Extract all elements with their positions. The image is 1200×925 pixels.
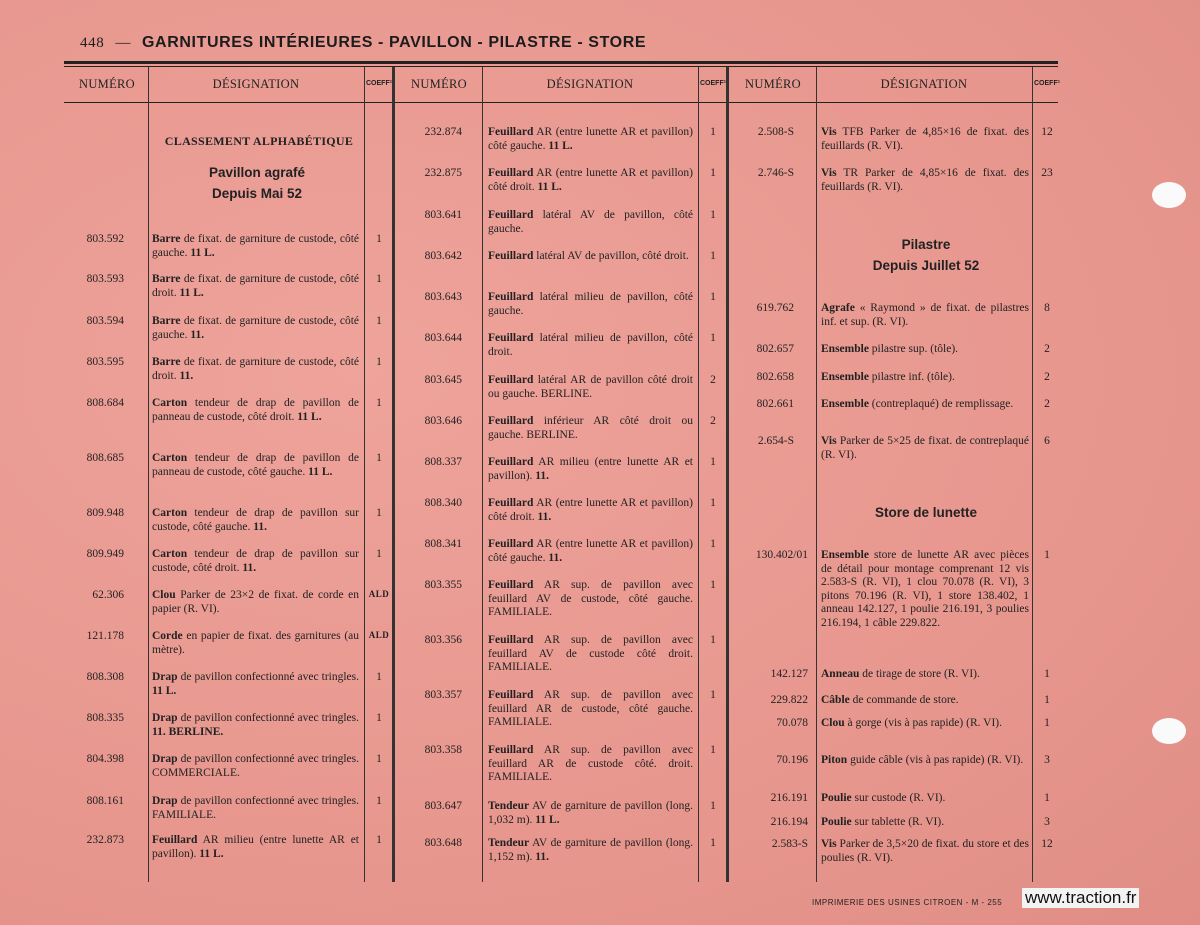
part-coefficient: ALD (368, 589, 390, 599)
part-number: 803.648 (424, 837, 462, 849)
col-header-numero: NUMÉRO (411, 77, 467, 91)
model-code: 11. (253, 520, 267, 533)
part-keyword: Feuillard (152, 834, 198, 846)
part-coefficient: 1 (710, 250, 716, 262)
part-keyword: Vis (821, 838, 837, 850)
part-number: 804.398 (86, 753, 124, 765)
part-coefficient: 1 (376, 671, 382, 683)
part-number: 803.593 (86, 273, 124, 285)
part-designation: Feuillard AR sup. de pavillon avec feuillard AR de custode, côté gauche. FAMILIALE. (488, 689, 693, 728)
part-number: 808.685 (86, 452, 124, 464)
part-keyword: Feuillard (488, 126, 534, 138)
model-code: 11 L. (179, 286, 204, 299)
part-coefficient: 1 (376, 795, 382, 807)
watermark: www.traction.fr (1022, 888, 1139, 908)
part-designation: Carton tendeur de drap de pavillon de panneau de custode, côté droit. 11 L. (152, 397, 359, 423)
part-designation: Carton tendeur de drap de pavillon sur custode, côté droit. 11. (152, 548, 359, 574)
model-code: 11. (548, 551, 563, 564)
part-designation: Anneau de tirage de store (R. VI). (821, 668, 980, 680)
part-designation: Vis TR Parker de 4,85×16 de fixat. des feuillards (R. VI). (821, 167, 1029, 193)
part-designation: Feuillard AR sup. de pavillon avec feuillard AV de custode côté droit. FAMILIALE. (488, 634, 693, 673)
panel-divider (392, 67, 395, 882)
part-designation: Poulie sur custode (R. VI). (821, 792, 946, 804)
part-coefficient: 1 (710, 579, 716, 591)
column-divider (1032, 67, 1033, 882)
part-coefficient: 1 (376, 233, 382, 245)
model-code: 11 L. (537, 180, 562, 193)
part-number: 70.078 (776, 717, 808, 729)
part-number: 803.642 (424, 250, 462, 262)
part-keyword: Feuillard (488, 579, 534, 591)
part-designation: Ensemble store de lunette AR avec pièces de détail pour montage comprenant 12 vis 2.583-S (R. VI), 1 clou 70.078 (R. VI), 3 pitons 70.196 (R. VI), 1 store 138.402, 1 anneau 142.127, 1 poulie 216.191, 3 poulies 216.194, 1 câble 229.822. (821, 549, 1029, 629)
part-number: 808.684 (86, 397, 124, 409)
part-keyword: Ensemble (821, 371, 869, 383)
part-coefficient: 3 (1044, 754, 1050, 766)
part-keyword: Feuillard (488, 456, 534, 468)
model-code: 11. (242, 561, 257, 574)
part-coefficient: ALD (368, 630, 390, 640)
part-number: 803.647 (424, 800, 462, 812)
section-heading-store: Store de lunette (874, 505, 977, 520)
part-designation: Drap de pavillon confectionné avec tringles. COMMERCIALE. (152, 753, 359, 779)
part-coefficient: 1 (710, 800, 716, 812)
part-keyword: Carton (152, 548, 188, 560)
part-keyword: Carton (152, 397, 188, 409)
model-code: 11 L. (190, 246, 215, 259)
part-designation: Feuillard latéral AV de pavillon, côté droit. (488, 250, 689, 262)
part-number: 619.762 (756, 302, 794, 314)
part-number: 809.949 (86, 548, 124, 560)
part-number: 803.641 (424, 209, 462, 221)
part-designation: Feuillard latéral AR de pavillon côté droit ou gauche. BERLINE. (488, 374, 693, 400)
part-number: 803.355 (424, 579, 462, 591)
part-coefficient: 2 (710, 415, 716, 427)
part-keyword: Feuillard (488, 538, 534, 550)
part-designation: Corde en papier de fixat. des garnitures (au mètre). (152, 630, 359, 656)
part-number: 808.340 (424, 497, 462, 509)
model-code: 11 L. (297, 410, 322, 423)
section-heading-line: Depuis Juillet 52 (872, 258, 980, 273)
part-keyword: Vis (821, 167, 837, 179)
col-header-designation: DÉSIGNATION (880, 77, 968, 91)
part-number: 62.306 (92, 589, 124, 601)
part-coefficient: 1 (1044, 694, 1050, 706)
part-coefficient: 12 (1041, 126, 1053, 138)
part-keyword: Anneau (821, 668, 860, 680)
part-coefficient: 1 (376, 315, 382, 327)
part-number: 809.948 (86, 507, 124, 519)
part-number: 803.643 (424, 291, 462, 303)
part-keyword: Feuillard (488, 209, 534, 221)
part-coefficient: 1 (376, 356, 382, 368)
part-coefficient: 1 (710, 332, 716, 344)
part-designation: Feuillard latéral milieu de pavillon, côté droit. (488, 332, 693, 358)
part-designation: Câble de commande de store. (821, 694, 959, 706)
part-number: 142.127 (770, 668, 808, 680)
model-code: 11. (179, 369, 194, 382)
part-designation: Carton tendeur de drap de pavillon de panneau de custode, côté gauche. 11 L. (152, 452, 359, 478)
part-keyword: Tendeur (488, 800, 530, 812)
part-number: 802.658 (756, 371, 794, 383)
model-code: 11 L. (308, 465, 333, 478)
part-designation: Feuillard inférieur AR côté droit ou gauche. BERLINE. (488, 415, 693, 441)
part-keyword: Feuillard (488, 374, 534, 386)
part-coefficient: 1 (376, 397, 382, 409)
part-coefficient: 2 (710, 374, 716, 386)
part-keyword: Ensemble (821, 549, 869, 561)
part-keyword: Piton (821, 754, 848, 766)
part-number: 803.356 (424, 634, 462, 646)
part-coefficient: 2 (1044, 371, 1050, 383)
part-number: 803.595 (86, 356, 124, 368)
column-divider (148, 67, 149, 882)
part-designation: Drap de pavillon confectionné avec tringles. 11. BERLINE. (152, 712, 359, 738)
part-designation: Clou à gorge (vis à pas rapide) (R. VI). (821, 717, 1002, 729)
model-code: 11 L. (152, 684, 177, 697)
part-designation: Drap de pavillon confectionné avec tringles. 11 L. (152, 671, 359, 697)
part-keyword: Feuillard (488, 332, 534, 344)
column-header-rule (64, 102, 1058, 103)
part-keyword: Carton (152, 507, 188, 519)
part-keyword: Feuillard (488, 497, 534, 509)
part-designation: Vis Parker de 3,5×20 de fixat. du store et des poulies (R. VI). (821, 838, 1029, 864)
part-number: 803.592 (86, 233, 124, 245)
part-designation: Agrafe « Raymond » de fixat. de pilastres inf. et sup. (R. VI). (821, 302, 1029, 328)
model-code: 11. (535, 469, 550, 482)
part-coefficient: 1 (710, 126, 716, 138)
part-coefficient: 1 (376, 753, 382, 765)
column-divider (816, 67, 817, 882)
model-code: 11. BERLINE. (152, 725, 224, 738)
part-designation: Poulie sur tablette (R. VI). (821, 816, 945, 828)
header-rule-thick (64, 61, 1058, 64)
col-header-coeff: COEFF¹ (366, 80, 393, 87)
part-keyword: Drap (152, 671, 178, 683)
part-coefficient: 1 (710, 167, 716, 179)
part-keyword: Tendeur (488, 837, 530, 849)
part-coefficient: 1 (710, 497, 716, 509)
part-coefficient: 1 (710, 744, 716, 756)
part-designation: Barre de fixat. de garniture de custode, côté droit. 11 L. (152, 273, 359, 299)
model-code: 11 L. (548, 139, 573, 152)
col-header-numero: NUMÉRO (745, 77, 801, 91)
part-coefficient: 1 (710, 634, 716, 646)
part-number: 803.594 (86, 315, 124, 327)
punch-hole (1152, 718, 1186, 744)
part-keyword: Drap (152, 753, 178, 765)
part-coefficient: 1 (1044, 668, 1050, 680)
part-designation: Vis TFB Parker de 4,85×16 de fixat. des feuillards (R. VI). (821, 126, 1029, 152)
col-header-designation: DÉSIGNATION (212, 77, 300, 91)
part-designation: Carton tendeur de drap de pavillon sur custode, côté gauche. 11. (152, 507, 359, 533)
part-number: 232.873 (86, 834, 124, 846)
part-coefficient: 1 (376, 834, 382, 846)
part-coefficient: 1 (710, 209, 716, 221)
part-number: 229.822 (770, 694, 808, 706)
part-keyword: Poulie (821, 816, 852, 828)
part-designation: Feuillard latéral milieu de pavillon, côté gauche. (488, 291, 693, 317)
part-number: 2.508-S (757, 126, 794, 138)
part-coefficient: 1 (710, 837, 716, 849)
part-coefficient: 1 (1044, 717, 1050, 729)
part-coefficient: 1 (376, 712, 382, 724)
part-coefficient: 1 (376, 452, 382, 464)
col-header-coeff: COEFF¹ (1034, 80, 1061, 87)
part-number: 216.191 (770, 792, 808, 804)
punch-hole (1152, 182, 1186, 208)
part-keyword: Drap (152, 712, 178, 724)
part-coefficient: 1 (376, 273, 382, 285)
section-heading-line: Pilastre (901, 237, 951, 252)
part-designation: Clou Parker de 23×2 de fixat. de corde en papier (R. VI). (152, 589, 359, 615)
part-number: 121.178 (86, 630, 124, 642)
part-designation: Feuillard AR sup. de pavillon avec feuillard AV de custode, côté gauche. FAMILIALE. (488, 579, 693, 618)
printer-credit: IMPRIMERIE DES USINES CITROEN - M - 255 (812, 898, 1003, 907)
part-designation: Feuillard AR (entre lunette AR et pavillon) côté droit. 11. (488, 497, 693, 523)
part-coefficient: 1 (376, 548, 382, 560)
part-number: 2.654-S (757, 435, 794, 447)
part-keyword: Corde (152, 630, 183, 642)
part-designation: Tendeur AV de garniture de pavillon (long. 1,032 m). 11 L. (488, 800, 693, 826)
part-keyword: Vis (821, 435, 837, 447)
part-number: 2.746-S (757, 167, 794, 179)
part-coefficient: 23 (1041, 167, 1053, 179)
section-heading-line: Depuis Mai 52 (211, 186, 303, 201)
part-keyword: Feuillard (488, 291, 534, 303)
part-coefficient: 2 (1044, 343, 1050, 355)
part-number: 232.874 (424, 126, 462, 138)
part-keyword: Poulie (821, 792, 852, 804)
part-designation: Tendeur AV de garniture de pavillon (long. 1,152 m). 11. (488, 837, 693, 863)
section-heading-pilastre (818, 234, 1034, 276)
part-keyword: Feuillard (488, 250, 534, 262)
part-coefficient: 12 (1041, 838, 1053, 850)
section-heading-line: Pavillon agrafé (208, 165, 306, 180)
column-divider (482, 67, 483, 882)
part-keyword: Barre (152, 315, 181, 327)
part-designation: Feuillard AR milieu (entre lunette AR et pavillon). 11. (488, 456, 693, 482)
part-designation: Ensemble pilastre sup. (tôle). (821, 343, 959, 355)
part-coefficient: 8 (1044, 302, 1050, 314)
part-number: 808.341 (424, 538, 462, 550)
col-header-designation: DÉSIGNATION (546, 77, 634, 91)
part-keyword: Feuillard (488, 415, 534, 427)
part-number: 808.161 (86, 795, 124, 807)
header-dash: — (115, 35, 131, 51)
part-designation: Feuillard AR sup. de pavillon avec feuillard AR de custode côté. droit. FAMILIALE. (488, 744, 693, 783)
part-keyword: Ensemble (821, 343, 869, 355)
part-number: 808.337 (424, 456, 462, 468)
part-keyword: Feuillard (488, 167, 534, 179)
page-number: 448 (80, 35, 105, 51)
part-keyword: Barre (152, 233, 181, 245)
model-code: 11. (537, 510, 552, 523)
part-coefficient: 3 (1044, 816, 1050, 828)
page-header (80, 34, 646, 52)
part-keyword: Feuillard (488, 634, 534, 646)
model-code: 11 L. (199, 847, 224, 860)
part-number: 803.358 (424, 744, 462, 756)
part-keyword: Carton (152, 452, 188, 464)
col-header-coeff: COEFF¹ (700, 80, 727, 87)
header-rule-thin (64, 66, 1058, 67)
part-coefficient: 1 (710, 291, 716, 303)
part-number: 216.194 (770, 816, 808, 828)
part-number: 803.646 (424, 415, 462, 427)
column-divider (364, 67, 365, 882)
part-number: 232.875 (424, 167, 462, 179)
column-divider (698, 67, 699, 882)
part-keyword: Drap (152, 795, 178, 807)
part-coefficient: 1 (710, 456, 716, 468)
section-heading-pavillon (150, 162, 364, 204)
model-code: 11. (190, 328, 205, 341)
part-number: 802.661 (756, 398, 794, 410)
part-coefficient: 1 (1044, 792, 1050, 804)
part-designation: Barre de fixat. de garniture de custode, côté droit. 11. (152, 356, 359, 382)
part-number: 2.583-S (771, 838, 808, 850)
page-title: GARNITURES INTÉRIEURES - PAVILLON - PILASTRE - STORE (142, 34, 647, 51)
part-number: 808.335 (86, 712, 124, 724)
part-designation: Drap de pavillon confectionné avec tringles. FAMILIALE. (152, 795, 359, 821)
part-coefficient: 1 (710, 538, 716, 550)
col-header-numero: NUMÉRO (79, 77, 135, 91)
part-keyword: Câble (821, 694, 850, 706)
part-number: 803.644 (424, 332, 462, 344)
part-coefficient: 2 (1044, 398, 1050, 410)
part-designation: Piton guide câble (vis à pas rapide) (R. VI). (821, 754, 1024, 766)
part-number: 70.196 (776, 754, 808, 766)
part-keyword: Vis (821, 126, 837, 138)
part-number: 130.402/01 (755, 549, 808, 561)
part-designation: Ensemble pilastre inf. (tôle). (821, 371, 955, 383)
part-designation: Vis Parker de 5×25 de fixat. de contreplaqué (R. VI). (821, 435, 1029, 461)
part-keyword: Clou (821, 717, 845, 729)
part-designation: Feuillard AR (entre lunette AR et pavillon) côté gauche. 11. (488, 538, 693, 564)
part-coefficient: 1 (376, 507, 382, 519)
part-designation: Feuillard AR (entre lunette AR et pavillon) côté droit. 11 L. (488, 167, 693, 193)
part-keyword: Feuillard (488, 744, 534, 756)
part-designation: Ensemble (contreplaqué) de remplissage. (821, 398, 1014, 410)
part-keyword: Feuillard (488, 689, 534, 701)
part-designation: Barre de fixat. de garniture de custode, côté gauche. 11. (152, 315, 359, 341)
model-code: 11 L. (535, 813, 560, 826)
part-keyword: Agrafe (821, 302, 855, 314)
model-code: 11. (535, 850, 550, 863)
part-keyword: Ensemble (821, 398, 869, 410)
part-designation: Feuillard latéral AV de pavillon, côté gauche. (488, 209, 693, 235)
part-keyword: Barre (152, 356, 181, 368)
classification-title: CLASSEMENT ALPHABÉTIQUE (164, 134, 354, 148)
part-designation: Feuillard AR (entre lunette AR et pavillon) côté gauche. 11 L. (488, 126, 693, 152)
part-coefficient: 1 (1044, 549, 1050, 561)
part-number: 803.357 (424, 689, 462, 701)
part-keyword: Clou (152, 589, 176, 601)
part-keyword: Barre (152, 273, 181, 285)
part-coefficient: 6 (1044, 435, 1050, 447)
part-number: 802.657 (756, 343, 794, 355)
part-designation: Feuillard AR milieu (entre lunette AR et pavillon). 11 L. (152, 834, 359, 860)
part-number: 808.308 (86, 671, 124, 683)
part-coefficient: 1 (710, 689, 716, 701)
part-number: 803.645 (424, 374, 462, 386)
part-designation: Barre de fixat. de garniture de custode, côté gauche. 11 L. (152, 233, 359, 259)
